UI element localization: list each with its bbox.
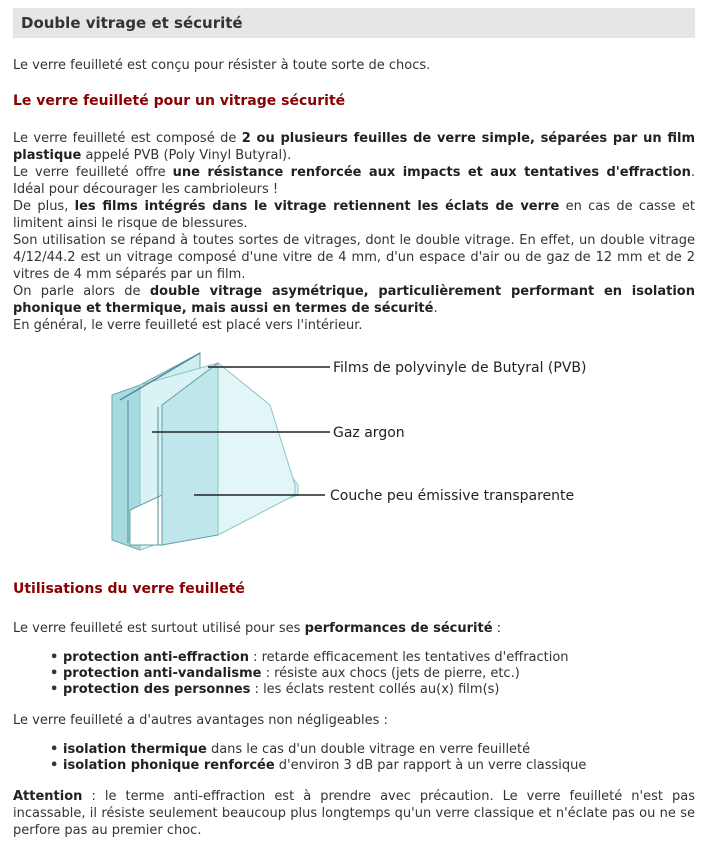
intro-paragraph: Le verre feuilleté est conçu pour résister à toute sorte de chocs. (13, 58, 431, 73)
title-bar (13, 8, 695, 38)
glazing-diagram (100, 345, 620, 555)
other-advantages-intro: Le verre feuilleté a d'autres avantages non négligeables : (13, 713, 388, 728)
composition-text: Le verre feuilleté est composé de 2 ou plusieurs feuilles de verre simple, séparées par un film plastique appelé PVB (Poly Vinyl Butyral). (13, 131, 695, 163)
list-item: • isolation thermique dans le cas d'un double vitrage en verre feuilleté (63, 742, 710, 758)
usage-text: Son utilisation se répand à toutes sortes de vitrages, dont le double vitrage. En effet, un double vitrage 4/12/44.2 est un vitrage composé d'une vitre de 4 mm, d'un espace d'air ou de gaz de 12 mm et de 2 vitres de 4 mm séparés par un film. (13, 233, 695, 282)
section-heading-utilisations: Utilisations du verre feuilleté (13, 581, 245, 597)
glazing-diagram-svg (100, 345, 620, 555)
pvb-label: Films de polyvinyle de Butyral (PVB) (333, 360, 587, 376)
page-title: Double vitrage et sécurité (21, 14, 243, 32)
list-item: • protection anti-vandalisme : résiste aux chocs (jets de pierre, etc.) (63, 666, 710, 682)
inner-pane-glare (218, 363, 295, 535)
asymmetric-text: On parle alors de double vitrage asymétrique, particulièrement performant en isolation phonique et thermique, mais aussi en termes de sécurité. (13, 284, 695, 316)
couche-label: Couche peu émissive transparente (330, 488, 575, 504)
list-item: • protection anti-effraction : retarde efficacement les tentatives d'effraction (63, 650, 710, 666)
list-item: • protection des personnes : les éclats restent collés au(x) film(s) (63, 682, 710, 698)
security-list (13, 650, 710, 698)
films-text: De plus, les films intégrés dans le vitrage retiennent les éclats de verre en cas de casse et limitent ainsi le risque de blessures. (13, 199, 695, 231)
resistance-text: Le verre feuilleté offre une résistance renforcée aux impacts et aux tentatives d'effraction. Idéal pour décourager les cambrioleurs ! (13, 165, 695, 197)
list-item: • isolation phonique renforcée d'environ 3 dB par rapport à un verre classique (63, 758, 710, 774)
section1-body (13, 130, 695, 334)
usage-intro: Le verre feuilleté est surtout utilisé pour ses performances de sécurité : (13, 621, 502, 636)
placement-text: En général, le verre feuilleté est placé vers l'intérieur. (13, 318, 363, 333)
section-heading-vitrage-securite: Le verre feuilleté pour un vitrage sécurité (13, 93, 346, 109)
gaz-label: Gaz argon (333, 425, 405, 441)
attention-paragraph: Attention : le terme anti-effraction est à prendre avec précaution. Le verre feuilleté n'est pas incassable, il résiste seulement beaucoup plus longtemps qu'un verre classique et n'éclate pas ou ne se perfore pas au premier choc. (13, 789, 695, 838)
advantages-list (13, 742, 710, 774)
